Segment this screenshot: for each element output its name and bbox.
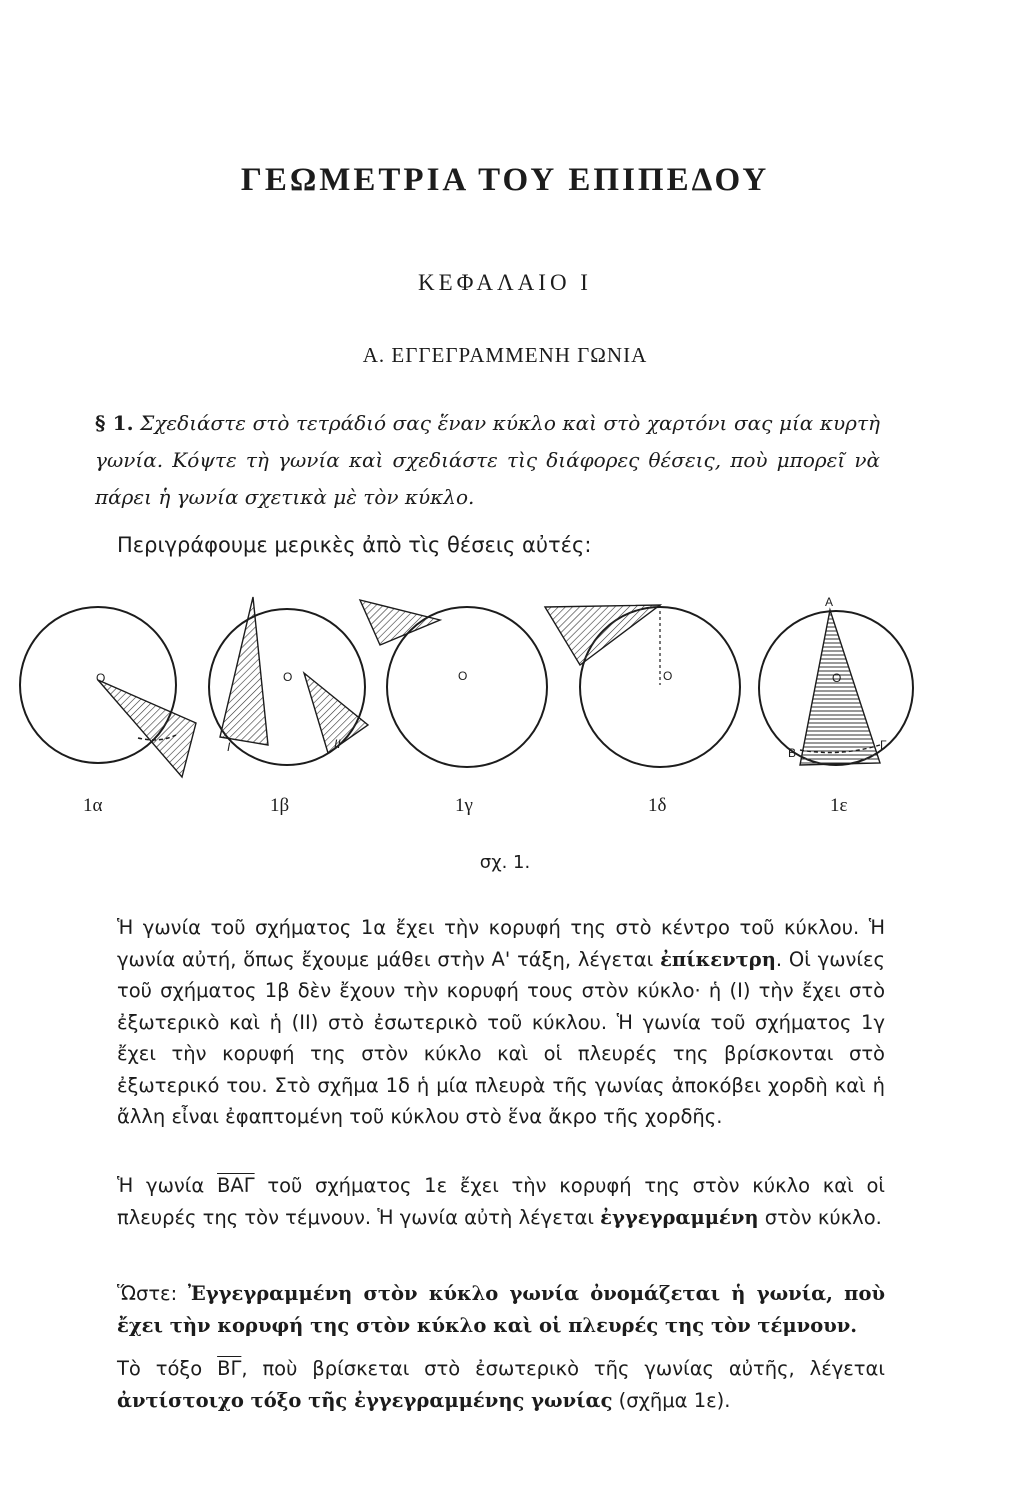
paragraph-3-text-a: Τὸ τόξο [117, 1357, 218, 1380]
paragraph-1 [117, 912, 885, 1133]
figure-1d-angle [545, 605, 660, 665]
definition-text: Ἐγγεγραμμένη στὸν κύκλο γωνία ὀνομάζεται ἡ γωνία, ποὺ ἔχει τὴν κορυφή της στὸν κύκλο καὶ οἱ πλευρές της τὸν τέμνουν. [117, 1282, 885, 1337]
figure-label-1d: 1δ [648, 795, 667, 816]
definition-lead: Ὥστε: [117, 1282, 188, 1305]
paragraph-1-text-b: . Οἱ γωνίες τοῦ σχήματος 1β δὲν ἔχουν τὴν κορυφή τους στὸν κύκλο· ἡ (I) τὴν ἔχει στὸ ἐξωτερικὸ καὶ ἡ (II) στὸ ἐσωτερικὸ τοῦ κύκλου. Ἡ γωνία τοῦ σχήματος 1γ ἔχει τὴν κορυφή της στὸν κύκλο καὶ οἱ πλευρές της βρίσκονται στὸ ἐξωτερικό του. Στὸ σχῆμα 1δ ἡ μία πλευρὰ τῆς γωνίας ἀποκόβει χορδὴ καὶ ἡ ἄλλη εἶναι ἐφαπτομένη τοῦ κύκλου στὸ ἕνα ἄκρο τῆς χορδῆς. [117, 947, 886, 1128]
paragraph-2-text-b: τοῦ σχήματος 1ε ἔχει τὴν κορυφή της στὸν κύκλο καὶ οἱ πλευρές της τὸν τέμνουν. Ἡ γωνία αὐτὴ λέγεται [117, 1174, 886, 1229]
term-engegrammeni: ἐγγεγραμμένη [600, 1205, 759, 1229]
figure-label-1g: 1γ [455, 795, 473, 816]
paragraph-2 [117, 1170, 885, 1233]
exercise-text: Σχεδιάστε στὸ τετράδιό σας ἕναν κύκλο καὶ στὸ χαρτόνι σας μία κυρτὴ γωνία. Κόψτε τὴ γωνία καὶ σχεδιάστε τὶς διάφορες θέσεις, ποὺ μπορεῖ νὰ πάρει ἡ γωνία σχετικὰ μὲ τὸν κύκλο. [95, 411, 880, 509]
paragraph-3 [117, 1353, 885, 1416]
figure-label-1a: 1α [83, 795, 103, 816]
page-title: ΓΕΩΜΕΤΡΙΑ ΤΟΥ ΕΠΙΠΕΔΟΥ [240, 162, 770, 198]
paragraph-3-text-c: (σχῆμα 1ε). [612, 1388, 731, 1412]
section-heading: Α. ΕΓΓΕΓΡΑΜΜΕΝΗ ΓΩΝΙΑ [362, 343, 648, 367]
paragraph-1-text-a: Ἡ γωνία τοῦ σχήματος 1α ἔχει τὴν κορυφή της στὸ κέντρο τοῦ κύκλου. Ἡ γωνία αὐτή, ὅπως ἔχουμε μάθει στὴν Α' τάξη, λέγεται [117, 916, 885, 971]
figure-1e-center-label: O [832, 671, 842, 685]
figure-1b-label-one: I [227, 740, 231, 754]
figure-1b-center-label: O [283, 670, 293, 684]
chapter-heading: ΚΕΦΑΛΑΙΟ I [418, 270, 592, 295]
figure-label-1b: 1β [270, 795, 290, 816]
figure-1e-angle [800, 610, 880, 765]
figure-1g-center-label: O [458, 669, 468, 683]
paragraph-2-text-c: στὸν κύκλο. [758, 1205, 882, 1229]
intro-text: Περιγράφουμε μερικὲς ἀπὸ τὶς θέσεις αὐτές: [117, 533, 592, 557]
term-epikentri: ἐπίκεντρη [660, 947, 776, 971]
exercise-number: § 1. [95, 411, 134, 435]
definition [117, 1278, 885, 1341]
figure-1e-point-b: B [788, 746, 797, 760]
figure-label-1e: 1ε [830, 795, 848, 816]
angle-bag: $\overline{BA\Gamma}$ [217, 1174, 255, 1197]
figure-1e-point-g: Γ [880, 738, 887, 752]
exercise-paragraph [95, 405, 880, 516]
figure-1d-center-label: O [663, 669, 673, 683]
figure-1b-angle-one [220, 597, 268, 745]
arc-bg: $\overline{B\Gamma}$ [217, 1357, 242, 1380]
paragraph-3-text-b: , ποὺ βρίσκεται στὸ ἐσωτερικὸ τῆς γωνίας αὐτῆς, λέγεται [241, 1357, 886, 1380]
figure-caption: σχ. 1. [479, 852, 531, 873]
figure-1g-angle [360, 600, 440, 645]
figure-1a-center-label: O [96, 671, 106, 685]
term-antistoixo-toxo: ἀντίστοιχο τόξο τῆς ἐγγεγραμμένης γωνίας [117, 1388, 613, 1412]
figure-1e-point-a: A [825, 595, 834, 609]
figure-strip [0, 585, 1010, 790]
paragraph-2-text-a: Ἡ γωνία [117, 1174, 218, 1197]
figure-1b-label-two: II [334, 737, 341, 751]
